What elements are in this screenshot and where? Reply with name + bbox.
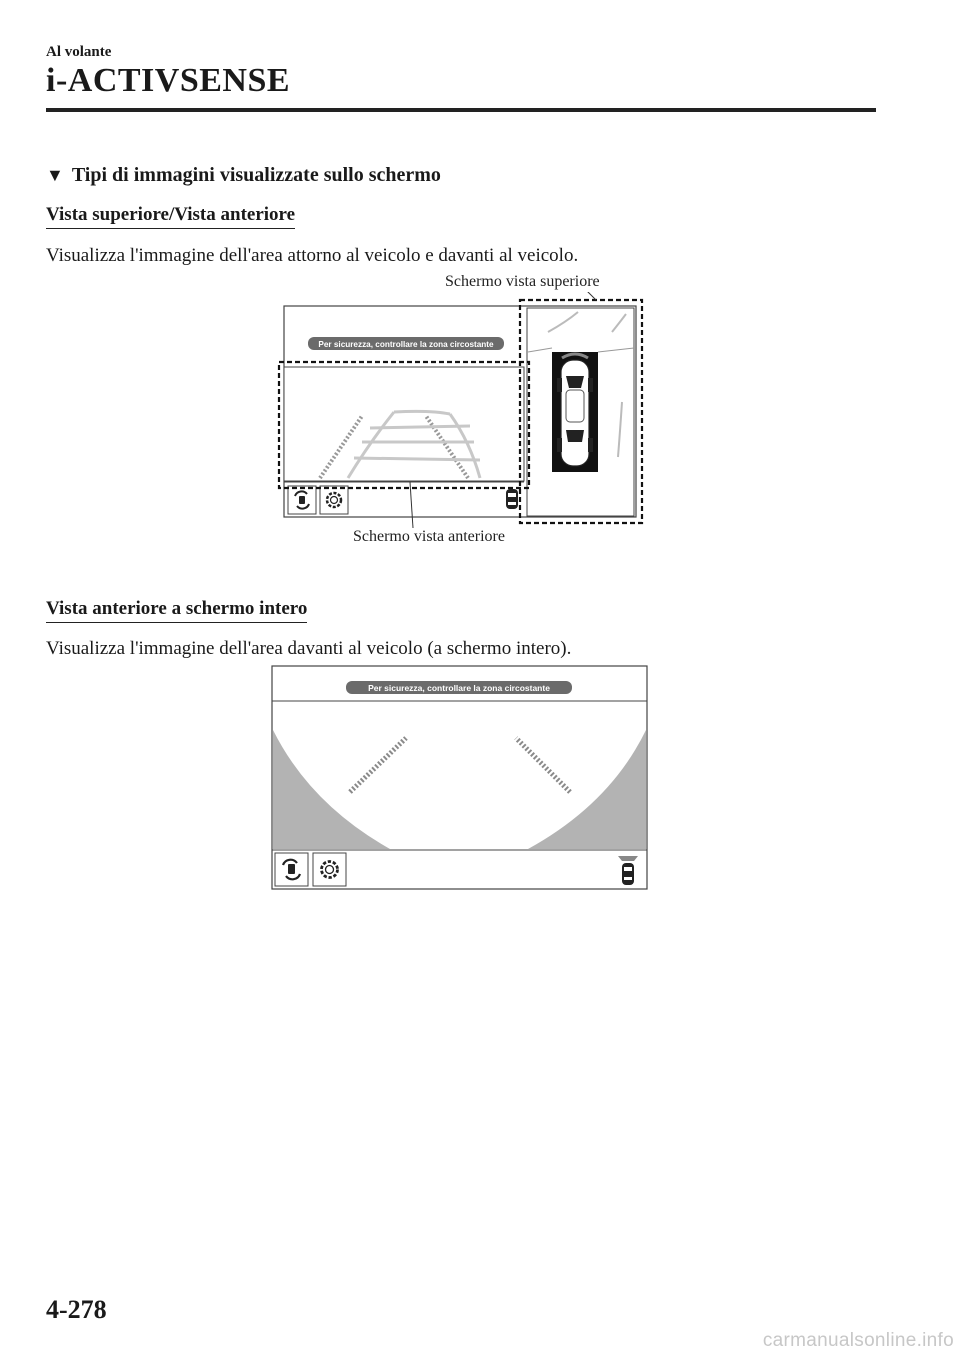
- watermark: carmanualsonline.info: [762, 1330, 954, 1351]
- callout-front-view: Schermo vista anteriore: [353, 528, 505, 545]
- chapter-label: Al volante: [46, 44, 112, 60]
- header-rule: [46, 108, 876, 112]
- section-heading-text: Tipi di immagini visualizzate sullo schermo: [71, 164, 441, 186]
- callout-top-view: Schermo vista superiore: [445, 273, 600, 290]
- view1-screen-illustration: [270, 292, 650, 528]
- view2-description: Visualizza l'immagine dell'area davanti al veicolo (a schermo intero).: [46, 638, 572, 659]
- section-heading: [46, 164, 441, 187]
- view1-subheading: Vista superiore/Vista anteriore: [46, 204, 295, 229]
- page-number: 4-278: [46, 1295, 107, 1324]
- view1-description: Visualizza l'immagine dell'area attorno al veicolo e davanti al veicolo.: [46, 245, 579, 266]
- dropdown-triangle-icon: ▼: [46, 165, 64, 185]
- view2-subheading: Vista anteriore a schermo intero: [46, 598, 307, 623]
- view2-banner-text: Per sicurezza, controllare la zona circostante: [368, 683, 550, 693]
- view2-screen-illustration: [270, 664, 650, 892]
- view1-banner-text: Per sicurezza, controllare la zona circostante: [318, 340, 494, 349]
- page-title: i-ACTIVSENSE: [46, 62, 291, 99]
- car-icon: [506, 489, 518, 509]
